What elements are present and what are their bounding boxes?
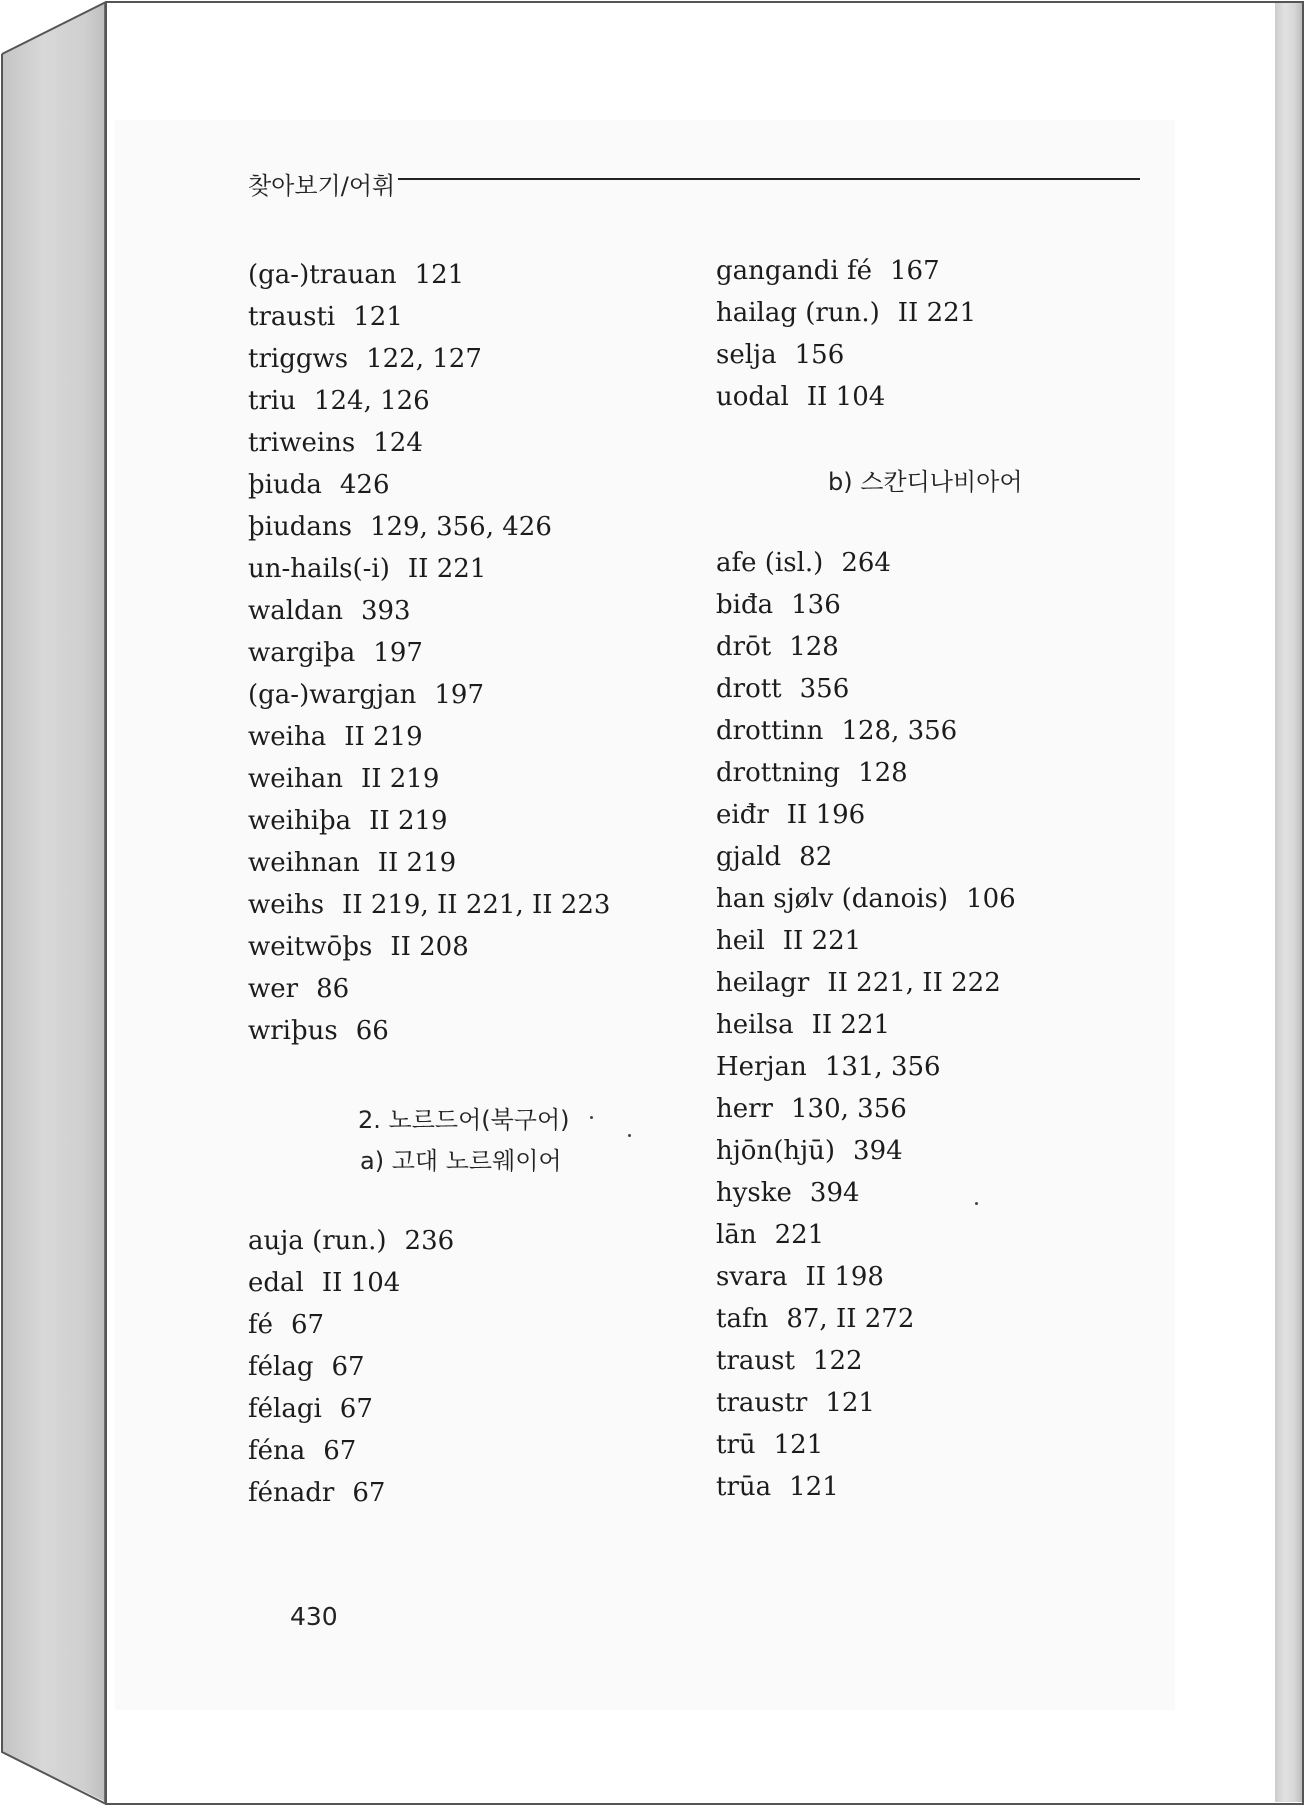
index-term: weihiþa — [248, 806, 352, 836]
index-entry — [248, 1430, 454, 1472]
index-term: waldan — [248, 596, 343, 626]
index-entry — [248, 422, 610, 464]
index-entry — [248, 380, 610, 422]
index-page-refs: 356 — [799, 674, 850, 704]
section-heading: 2. 노르드어(북구어) — [358, 1106, 570, 1134]
index-page-refs: II 198 — [805, 1262, 884, 1292]
index-page-refs: II 221 — [897, 298, 977, 328]
index-page-refs: 67 — [323, 1436, 357, 1466]
index-page-refs: 124 — [373, 428, 423, 458]
index-entry — [248, 338, 610, 380]
index-term: (ga-)wargjan — [248, 680, 417, 710]
index-entry — [716, 1130, 1016, 1172]
index-page-refs: 394 — [809, 1178, 860, 1208]
index-entry — [716, 376, 976, 418]
index-page-refs: II 221 — [782, 926, 862, 956]
index-page-refs: II 221 — [811, 1010, 891, 1040]
subsection-heading-b: b) 스칸디나비아어 — [828, 468, 1023, 496]
book-spine — [2, 2, 106, 1802]
page-number: 430 — [290, 1602, 338, 1631]
index-entry — [716, 1214, 1016, 1256]
index-term: triu — [248, 386, 296, 416]
index-page-refs: 197 — [373, 638, 423, 668]
index-entry — [248, 842, 610, 884]
index-term: biđa — [716, 590, 774, 620]
index-entry — [716, 542, 1016, 584]
index-term: Herjan — [716, 1052, 807, 1082]
index-page-refs: 121 — [353, 302, 403, 332]
running-header: 찾아보기/어휘 — [248, 172, 396, 200]
index-page-refs: 128 — [858, 758, 908, 788]
index-term: félag — [248, 1352, 314, 1382]
index-entry — [248, 884, 610, 926]
index-term: drottning — [716, 758, 841, 788]
index-entry — [248, 296, 610, 338]
index-page-refs: 106 — [966, 884, 1016, 914]
index-entry — [248, 632, 610, 674]
index-entry — [716, 710, 1016, 752]
page-right-edge — [1275, 2, 1303, 1802]
index-entry — [248, 1262, 454, 1304]
index-term: weihnan — [248, 848, 360, 878]
index-page-refs: 124, 126 — [313, 386, 430, 416]
index-term: félagi — [248, 1394, 322, 1424]
index-entry — [248, 1010, 610, 1052]
index-page-refs: 236 — [404, 1226, 455, 1256]
index-term: trausti — [248, 302, 336, 332]
index-entry — [716, 1298, 1016, 1340]
index-entry — [716, 1340, 1016, 1382]
index-page-refs: 87, II 272 — [786, 1304, 915, 1334]
index-page-refs: 394 — [853, 1136, 903, 1166]
index-entry — [248, 548, 610, 590]
index-term: heilagr — [716, 968, 810, 998]
index-page-refs: 82 — [799, 842, 833, 872]
index-entry — [716, 920, 1016, 962]
right-column-entries — [716, 250, 976, 418]
left-column-entries-b — [248, 1220, 454, 1514]
index-entry — [248, 968, 610, 1010]
index-page-refs: 67 — [331, 1352, 365, 1382]
index-page-refs: 197 — [434, 680, 484, 710]
subsection-heading-a: a) 고대 노르웨이어 — [360, 1147, 562, 1175]
index-term: afe (isl.) — [716, 548, 824, 578]
index-term: þiuda — [248, 470, 322, 500]
index-term: hjōn(hjū) — [716, 1136, 836, 1166]
index-page-refs: II 196 — [786, 800, 866, 830]
index-entry — [716, 962, 1016, 1004]
index-term: trū — [716, 1430, 756, 1460]
index-term: (ga-)trauan — [248, 260, 397, 290]
index-page-refs: 221 — [774, 1220, 825, 1250]
index-term: heilsa — [716, 1010, 794, 1040]
index-page-refs: 131, 356 — [824, 1052, 941, 1082]
index-entry — [248, 590, 610, 632]
index-term: gangandi fé — [716, 256, 873, 286]
index-term: tafn — [716, 1304, 769, 1334]
index-entry — [248, 254, 610, 296]
index-term: hyske — [716, 1178, 792, 1208]
index-page-refs: 156 — [794, 340, 845, 370]
index-term: weitwōþs — [248, 932, 373, 962]
index-term: trūa — [716, 1472, 772, 1502]
index-page-refs: 167 — [890, 256, 940, 286]
index-term: fénadr — [248, 1478, 335, 1508]
index-page-refs: 393 — [360, 596, 411, 626]
index-page-refs: 86 — [316, 974, 350, 1004]
index-term: drottinn — [716, 716, 824, 746]
index-entry — [248, 1220, 454, 1262]
index-page-refs: II 219 — [360, 764, 440, 794]
index-term: auja (run.) — [248, 1226, 387, 1256]
right-column-entries-b — [716, 542, 1016, 1508]
index-term: hailag (run.) — [716, 298, 880, 328]
index-entry — [248, 1472, 454, 1514]
index-term: wargiþa — [248, 638, 356, 668]
index-term: weihs — [248, 890, 325, 920]
index-page-refs: II 221, II 222 — [827, 968, 1001, 998]
index-term: wer — [248, 974, 299, 1004]
index-page-refs: 128 — [789, 632, 839, 662]
index-entry — [248, 1388, 454, 1430]
index-entry — [716, 1088, 1016, 1130]
index-entry — [716, 1382, 1016, 1424]
index-entry — [248, 506, 610, 548]
index-page-refs: II 221 — [407, 554, 487, 584]
index-page-refs: 136 — [791, 590, 841, 620]
index-page-refs: 264 — [841, 548, 891, 578]
index-term: herr — [716, 1094, 773, 1124]
index-term: drott — [716, 674, 782, 704]
index-page-refs: 66 — [355, 1016, 389, 1046]
index-entry — [716, 1424, 1016, 1466]
index-page-refs: 121 — [773, 1430, 824, 1460]
index-entry — [716, 584, 1016, 626]
index-page-refs: II 219 — [344, 722, 423, 752]
index-entry — [716, 878, 1016, 920]
index-entry — [248, 674, 610, 716]
index-entry — [248, 1304, 454, 1346]
index-page-refs: 128, 356 — [841, 716, 958, 746]
index-page-refs: 426 — [339, 470, 390, 500]
index-entry — [248, 758, 610, 800]
index-page-refs: 67 — [291, 1310, 325, 1340]
index-entry — [248, 464, 610, 506]
index-entry — [248, 926, 610, 968]
index-entry — [716, 250, 976, 292]
index-term: drōt — [716, 632, 772, 662]
index-page-refs: II 219 — [369, 806, 448, 836]
index-page-refs: 67 — [339, 1394, 373, 1424]
index-page-refs: 67 — [352, 1478, 386, 1508]
index-entry — [716, 1172, 1016, 1214]
index-term: un-hails(-i) — [248, 554, 390, 584]
index-page-refs: 122, 127 — [366, 344, 482, 374]
index-term: weiha — [248, 722, 327, 752]
index-term: féna — [248, 1436, 306, 1466]
index-entry — [716, 668, 1016, 710]
index-entry — [248, 1346, 454, 1388]
index-entry — [716, 836, 1016, 878]
index-term: wriþus — [248, 1016, 338, 1046]
index-term: han sjølv (danois) — [716, 884, 949, 914]
index-term: heil — [716, 926, 765, 956]
index-page-refs: II 219 — [377, 848, 457, 878]
index-entry — [716, 1046, 1016, 1088]
index-entry — [716, 794, 1016, 836]
index-entry — [248, 800, 610, 842]
index-term: edal — [248, 1268, 304, 1298]
index-entry — [248, 716, 610, 758]
index-page-refs: II 104 — [321, 1268, 401, 1298]
index-term: triggws — [248, 344, 349, 374]
index-page-refs: 122 — [812, 1346, 863, 1376]
print-speck — [975, 1202, 978, 1205]
index-term: fé — [248, 1310, 274, 1340]
index-term: gjald — [716, 842, 782, 872]
index-page-refs: 121 — [825, 1388, 875, 1418]
index-term: lān — [716, 1220, 757, 1250]
index-entry — [716, 1256, 1016, 1298]
index-term: þiudans — [248, 512, 352, 542]
index-term: traust — [716, 1346, 795, 1376]
index-entry — [716, 292, 976, 334]
index-term: triweins — [248, 428, 356, 458]
index-term: uodal — [716, 382, 789, 412]
index-entry — [716, 1466, 1016, 1508]
index-term: svara — [716, 1262, 788, 1292]
index-term: selja — [716, 340, 777, 370]
index-page-refs: 121 — [789, 1472, 839, 1502]
index-term: eiđr — [716, 800, 769, 830]
index-page-refs: 129, 356, 426 — [369, 512, 552, 542]
index-page-refs: II 208 — [390, 932, 469, 962]
index-term: weihan — [248, 764, 343, 794]
index-page-refs: II 219, II 221, II 223 — [342, 890, 611, 920]
print-speck — [590, 1116, 593, 1119]
print-speck — [628, 1134, 631, 1137]
index-entry — [716, 626, 1016, 668]
index-entry — [716, 752, 1016, 794]
index-entry — [716, 334, 976, 376]
index-page-refs: 130, 356 — [791, 1094, 907, 1124]
index-entry — [716, 1004, 1016, 1046]
index-term: traustr — [716, 1388, 808, 1418]
left-column-entries — [248, 254, 610, 1052]
index-page-refs: 121 — [414, 260, 465, 290]
index-page-refs: II 104 — [806, 382, 886, 412]
header-rule — [398, 178, 1140, 180]
